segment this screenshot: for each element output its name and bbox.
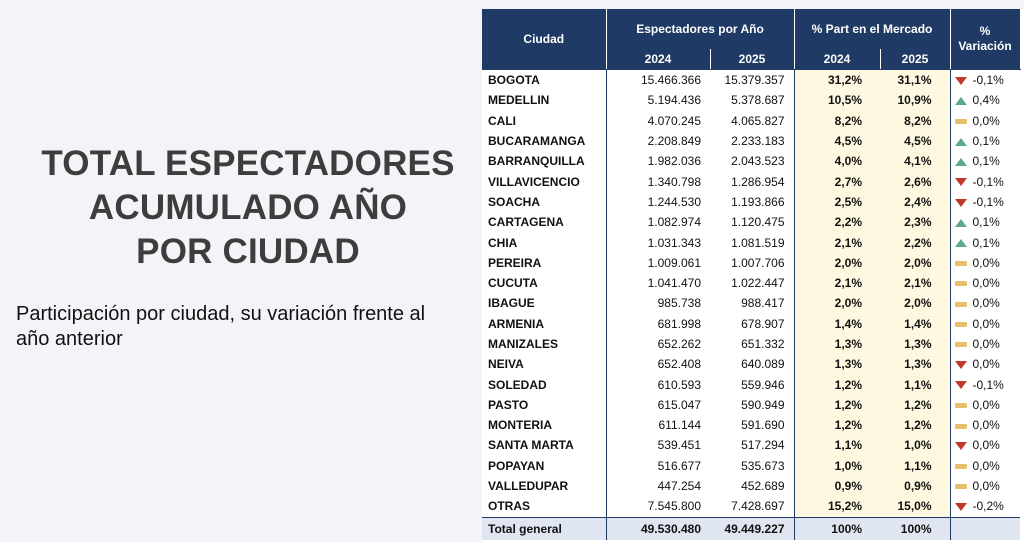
esp-2025-cell: 2.043.523 [731, 154, 785, 169]
city-cell: CHIA [488, 235, 518, 250]
header-part-2025: 2025 [880, 49, 950, 70]
esp-2025-cell: 7.428.697 [731, 499, 785, 514]
variacion-cell [950, 456, 1020, 476]
part-2025-cell: 2,6% [880, 171, 950, 191]
table-row [482, 151, 1020, 171]
variacion-cell [950, 253, 1020, 273]
table-row [482, 456, 1020, 476]
city-cell: IBAGUE [488, 296, 535, 311]
part-2024-cell: 1,0% [794, 456, 880, 476]
part-2024-cell: 1,2% [794, 395, 880, 415]
variacion-cell [950, 395, 1020, 415]
page-subtitle: Participación por ciudad, su variación frente al año anterior [16, 303, 426, 350]
header-ciudad: Ciudad [482, 9, 606, 70]
city-cell: BARRANQUILLA [488, 154, 585, 169]
esp-2024-cell: 539.451 [606, 435, 710, 455]
variacion-cell [950, 192, 1020, 212]
esp-2025-cell: 2.233.183 [731, 134, 785, 149]
trend-down-icon [955, 178, 967, 186]
city-cell: CARTAGENA [488, 215, 564, 230]
total-part-2024: 100% [794, 517, 880, 540]
city-cell: MANIZALES [488, 337, 558, 351]
part-2025-cell: 4,1% [880, 151, 950, 171]
page-title [18, 142, 478, 274]
table-row [482, 70, 1020, 91]
trend-flat-icon [955, 424, 967, 429]
variacion-cell [950, 415, 1020, 435]
variacion-value: 0,1% [972, 235, 1000, 250]
variacion-value: -0,1% [972, 73, 1004, 88]
table-panel [482, 9, 1024, 542]
trend-flat-icon [955, 342, 967, 347]
part-2025-cell: 1,3% [880, 334, 950, 354]
trend-up-icon [955, 239, 967, 247]
total-esp-2024: 49.530.480 [606, 517, 710, 540]
table-row [482, 90, 1020, 110]
esp-2024-cell: 1.982.036 [606, 151, 710, 171]
variacion-cell [950, 354, 1020, 374]
variacion-cell [950, 90, 1020, 110]
esp-2025-cell: 651.332 [741, 337, 785, 351]
city-cell: SANTA MARTA [488, 438, 574, 453]
table-row [482, 273, 1020, 293]
part-2024-cell: 4,5% [794, 131, 880, 151]
city-cell: OTRAS [488, 499, 530, 514]
variacion-value: 0,0% [972, 357, 1000, 372]
city-cell: NEIVA [488, 357, 524, 372]
esp-2024-cell: 4.070.245 [606, 111, 710, 131]
esp-2025-cell: 1.193.866 [731, 194, 785, 209]
trend-flat-icon [955, 261, 967, 266]
variacion-cell [950, 131, 1020, 151]
table-row [482, 253, 1020, 273]
variacion-cell [950, 374, 1020, 394]
city-cell: SOACHA [488, 194, 541, 209]
part-2025-cell: 31,1% [880, 70, 950, 91]
esp-2024-cell: 1.009.061 [606, 253, 710, 273]
part-2024-cell: 15,2% [794, 496, 880, 517]
variacion-value: 0,1% [972, 154, 1000, 169]
part-2025-cell: 2,3% [880, 212, 950, 232]
variacion-value: 0,1% [972, 215, 1000, 230]
variacion-value: 0,0% [972, 276, 1000, 291]
part-2025-cell: 2,0% [880, 253, 950, 273]
title-line: POR CIUDAD [136, 232, 360, 271]
table-row [482, 435, 1020, 455]
trend-down-icon [955, 77, 967, 85]
esp-2024-cell: 516.677 [606, 456, 710, 476]
part-2024-cell: 1,2% [794, 374, 880, 394]
table-row [482, 354, 1020, 374]
city-cell: VALLEDUPAR [488, 479, 569, 494]
table-row [482, 374, 1020, 394]
city-cell: BOGOTA [488, 73, 540, 88]
table-row [482, 395, 1020, 415]
variacion-cell [950, 70, 1020, 91]
part-2024-cell: 4,0% [794, 151, 880, 171]
variacion-value: 0,0% [972, 255, 1000, 270]
variacion-cell [950, 212, 1020, 232]
trend-down-icon [955, 199, 967, 207]
title-line: TOTAL ESPECTADORES [41, 144, 455, 183]
part-2024-cell: 2,5% [794, 192, 880, 212]
variacion-value: 0,0% [972, 479, 1000, 494]
variacion-value: 0,0% [972, 438, 1000, 453]
part-2025-cell: 2,1% [880, 273, 950, 293]
city-cell: MONTERIA [488, 418, 552, 433]
part-2025-cell: 1,4% [880, 314, 950, 334]
trend-down-icon [955, 503, 967, 511]
table-row [482, 476, 1020, 496]
variacion-cell [950, 171, 1020, 191]
part-2024-cell: 2,1% [794, 232, 880, 252]
esp-2025-cell: 1.081.519 [731, 235, 785, 250]
part-2024-cell: 2,7% [794, 171, 880, 191]
city-cell: PEREIRA [488, 255, 542, 270]
esp-2025-cell: 988.417 [741, 296, 785, 311]
table-row [482, 293, 1020, 313]
esp-2024-cell: 615.047 [606, 395, 710, 415]
table-row [482, 415, 1020, 435]
part-2025-cell: 1,1% [880, 374, 950, 394]
variacion-cell [950, 293, 1020, 313]
header-espectadores: Espectadores por Año [606, 9, 794, 49]
part-2025-cell: 10,9% [880, 90, 950, 110]
esp-2025-cell: 15.379.357 [724, 73, 785, 88]
variacion-value: 0,0% [972, 113, 1000, 128]
variacion-value: -0,1% [972, 377, 1004, 392]
trend-down-icon [955, 442, 967, 450]
total-part-2025: 100% [880, 517, 950, 540]
variacion-cell [950, 273, 1020, 293]
part-2025-cell: 15,0% [880, 496, 950, 517]
part-2024-cell: 1,4% [794, 314, 880, 334]
city-cell: BUCARAMANGA [488, 134, 586, 149]
esp-2024-cell: 7.545.800 [606, 496, 710, 517]
trend-flat-icon [955, 281, 967, 286]
header-participacion: % Part en el Mercado [794, 9, 950, 49]
city-cell: VILLAVICENCIO [488, 174, 580, 189]
city-cell: POPAYAN [488, 458, 545, 473]
city-cell: CUCUTA [488, 276, 538, 291]
part-2024-cell: 2,0% [794, 253, 880, 273]
variacion-cell [950, 476, 1020, 496]
city-cell: PASTO [488, 397, 529, 412]
esp-2024-cell: 447.254 [606, 476, 710, 496]
part-2024-cell: 1,1% [794, 435, 880, 455]
esp-2025-cell: 535.673 [741, 458, 785, 473]
part-2025-cell: 1,2% [880, 415, 950, 435]
esp-2024-cell: 610.593 [606, 374, 710, 394]
part-2024-cell: 2,0% [794, 293, 880, 313]
esp-2024-cell: 1.041.470 [606, 273, 710, 293]
table-row [482, 334, 1020, 354]
esp-2024-cell: 985.738 [606, 293, 710, 313]
esp-2025-cell: 4.065.827 [731, 113, 785, 128]
header-esp-2025: 2025 [710, 49, 794, 70]
table-row [482, 314, 1020, 334]
variacion-value: -0,2% [972, 499, 1004, 514]
variacion-value: 0,1% [972, 134, 1000, 149]
trend-up-icon [955, 219, 967, 227]
part-2024-cell: 1,2% [794, 415, 880, 435]
part-2024-cell: 2,2% [794, 212, 880, 232]
esp-2025-cell: 559.946 [741, 377, 785, 392]
part-2025-cell: 2,0% [880, 293, 950, 313]
header-variacion-line1: % [979, 24, 991, 38]
variacion-cell [950, 232, 1020, 252]
esp-2025-cell: 517.294 [741, 438, 785, 453]
esp-2025-cell: 1.120.475 [731, 215, 785, 230]
variacion-cell [950, 314, 1020, 334]
esp-2025-cell: 640.089 [741, 357, 785, 372]
esp-2025-cell: 5.378.687 [731, 93, 785, 108]
variacion-cell [950, 435, 1020, 455]
esp-2024-cell: 1.340.798 [606, 171, 710, 191]
esp-2024-cell: 1.082.974 [606, 212, 710, 232]
trend-flat-icon [955, 464, 967, 469]
part-2025-cell: 1,1% [880, 456, 950, 476]
left-panel [0, 0, 478, 542]
esp-2025-cell: 590.949 [741, 397, 785, 412]
variacion-value: 0,0% [972, 337, 1000, 351]
table-row [482, 496, 1020, 517]
part-2024-cell: 2,1% [794, 273, 880, 293]
trend-flat-icon [955, 484, 967, 489]
part-2024-cell: 31,2% [794, 70, 880, 91]
part-2025-cell: 2,2% [880, 232, 950, 252]
part-2025-cell: 2,4% [880, 192, 950, 212]
total-row [482, 517, 1020, 540]
esp-2024-cell: 15.466.366 [606, 70, 710, 91]
esp-2025-cell: 1.007.706 [731, 255, 785, 270]
variacion-value: -0,1% [972, 174, 1004, 189]
esp-2024-cell: 1.031.343 [606, 232, 710, 252]
part-2025-cell: 0,9% [880, 476, 950, 496]
header-variacion [950, 9, 1020, 70]
total-variacion [950, 517, 1020, 540]
table-body [482, 70, 1020, 518]
table-row [482, 131, 1020, 151]
trend-down-icon [955, 381, 967, 389]
part-2024-cell: 0,9% [794, 476, 880, 496]
header-variacion-line2: Variación [958, 39, 1012, 53]
variacion-value: 0,0% [972, 458, 1000, 473]
city-cell: MEDELLIN [488, 93, 550, 108]
variacion-value: 0,0% [972, 316, 1000, 331]
variacion-value: -0,1% [972, 194, 1004, 209]
spectators-table [482, 9, 1021, 540]
esp-2024-cell: 652.408 [606, 354, 710, 374]
table-row [482, 111, 1020, 131]
variacion-value: 0,0% [972, 296, 1000, 311]
esp-2024-cell: 2.208.849 [606, 131, 710, 151]
city-cell: CALI [488, 113, 516, 128]
trend-down-icon [955, 361, 967, 369]
city-cell: ARMENIA [488, 316, 544, 331]
esp-2024-cell: 5.194.436 [606, 90, 710, 110]
part-2025-cell: 1,3% [880, 354, 950, 374]
variacion-value: 0,0% [972, 418, 1000, 433]
table-row [482, 192, 1020, 212]
variacion-cell [950, 111, 1020, 131]
trend-up-icon [955, 138, 967, 146]
variacion-cell [950, 334, 1020, 354]
header-esp-2024: 2024 [606, 49, 710, 70]
trend-flat-icon [955, 302, 967, 307]
header-row-main [482, 9, 1020, 49]
part-2024-cell: 8,2% [794, 111, 880, 131]
trend-up-icon [955, 158, 967, 166]
esp-2024-cell: 611.144 [606, 415, 710, 435]
total-label: Total general [482, 517, 606, 540]
city-cell: SOLEDAD [488, 377, 547, 392]
title-line: ACUMULADO AÑO [88, 188, 408, 227]
esp-2025-cell: 1.286.954 [731, 174, 785, 189]
part-2025-cell: 8,2% [880, 111, 950, 131]
esp-2024-cell: 652.262 [606, 334, 710, 354]
variacion-value: 0,0% [972, 397, 1000, 412]
esp-2025-cell: 678.907 [741, 316, 785, 331]
trend-flat-icon [955, 322, 967, 327]
header-part-2024: 2024 [794, 49, 880, 70]
table-row [482, 232, 1020, 252]
part-2025-cell: 4,5% [880, 131, 950, 151]
esp-2025-cell: 1.022.447 [731, 276, 785, 291]
variacion-cell [950, 496, 1020, 517]
total-esp-2025: 49.449.227 [710, 517, 794, 540]
part-2025-cell: 1,2% [880, 395, 950, 415]
part-2024-cell: 10,5% [794, 90, 880, 110]
esp-2024-cell: 681.998 [606, 314, 710, 334]
esp-2024-cell: 1.244.530 [606, 192, 710, 212]
trend-flat-icon [955, 119, 967, 124]
part-2024-cell: 1,3% [794, 334, 880, 354]
variacion-value: 0,4% [972, 93, 1000, 108]
part-2024-cell: 1,3% [794, 354, 880, 374]
trend-up-icon [955, 97, 967, 105]
table-row [482, 212, 1020, 232]
esp-2025-cell: 591.690 [741, 418, 785, 433]
trend-flat-icon [955, 403, 967, 408]
variacion-cell [950, 151, 1020, 171]
part-2025-cell: 1,0% [880, 435, 950, 455]
table-row [482, 171, 1020, 191]
esp-2025-cell: 452.689 [741, 479, 785, 494]
